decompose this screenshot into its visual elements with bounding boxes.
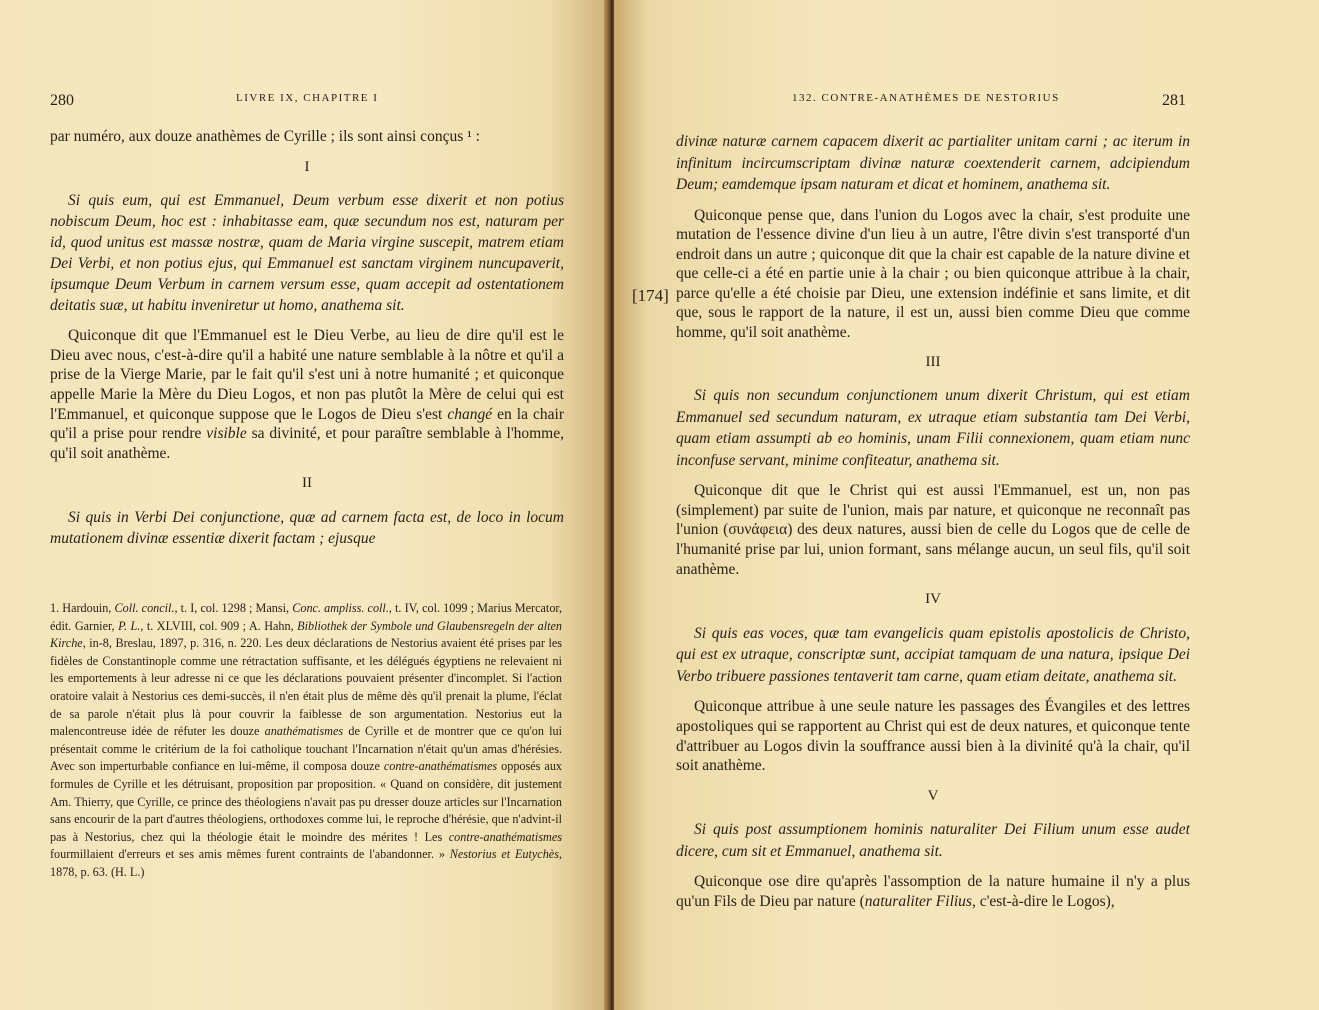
french-translation-2: Quiconque pense que, dans l'union du Logos avec la chair, s'est produite une mutation de l'essence divine d'un lieu à un autre, l'être divin s'est transporté d'un endroit dans un autre ; quiconque dit que la chair est capable de la nature divine et que celle-ci a été en partie unie à la chair ; ou bien quiconque attribue à la chair, parce qu'elle a été choisie par Dieu, une extension indéfinie et sans limite, et dit que, sous le rapport de la nature, il est un, aussi bien comme Dieu que comme homme, qu'il soit anathème. (676, 206, 1190, 342)
french-text: Quiconque ose dire qu'après l'assomption de la nature humaine il n'y a plus qu'un Fils de Dieu par nature ( (676, 873, 1190, 910)
french-translation-1 (50, 326, 564, 463)
fn-text: , t. I, col. 1298 ; Mansi, (174, 601, 290, 615)
french-text: Quiconque dit que le Christ qui est aussi l'Emmanuel, est un, non pas (simplement) par suite de l'union, mais par nature, et quiconque ne reconnaît pas l'union ( (676, 482, 1190, 539)
fn-text: , in-8, Breslau, 1897, p. 316, n. 220. Les deux déclarations de Nestorius avaient été prises par les fidèles de Constantinople comme une rétractation suffisante, et les délégués égyptiens ne relevaient ni les emportements à leur adresse ni ce que les déclarations pouvaient présenter d'incomplet. Si l'action oratoire valait à Nestorius ces demi-succès, il n'en était plus de même dès qu'il prenait la plume, l'éclat de sa parole n'était plus là pour couvrir la faiblesse de son argumentation. Nestorius eut la malencontreuse idée de réfuter les douze (50, 636, 562, 739)
greek-term: συνάφεια (728, 521, 788, 539)
fn-italic: Conc. ampliss. coll. (292, 601, 389, 615)
right-page (614, 0, 1319, 1010)
intro-paragraph: par numéro, aux douze anathèmes de Cyrille ; ils sont ainsi conçus ¹ : (50, 128, 480, 145)
latin-anathema-3: Si quis non secundum conjunctionem unum dixerit Christum, qui est etiam Emmanuel sed secundum naturam, ex utraque etiam substantia tam Dei Verbi, quam etiam assumpti ab eo hominis, unam Filii connexionem, quam etiam nunc inconfuse servant, minime confiteatur, anathema sit. (676, 387, 1190, 469)
french-translation-5 (676, 872, 1190, 911)
emphasis: naturaliter Filius (864, 892, 972, 910)
emphasis: changé (447, 405, 493, 423)
fn-italic: Nestorius et Eutychès (449, 847, 559, 862)
margin-marker: [174] (632, 286, 669, 305)
emphasis: visible (206, 425, 247, 443)
fn-italic: contre-anathématismes (383, 759, 498, 774)
running-head: 132. CONTRE-ANATHÈMES DE NESTORIUS (792, 92, 1060, 104)
latin-anathema-4: Si quis eas voces, quæ tam evangelicis quam epistolis apostolicis de Christo, qui est ex utraque, conscriptæ sunt, accipiat tamquam de una natura, ipsique Dei Verbo tribuere passiones tentaverit tam carne, quam etiam deitate, anathema sit. (676, 624, 1190, 685)
french-text: , c'est-à-dire le Logos), (971, 892, 1115, 910)
french-text: sa divinité, et pour paraître semblable à l'homme, qu'il soit anathème. (50, 425, 564, 462)
fn-italic: anathématismes (264, 724, 344, 739)
footnote-text (50, 600, 562, 882)
anathema-heading-5: V (927, 787, 939, 804)
fn-text: , 1878, p. 63. (H. L.) (50, 847, 562, 879)
anathema-heading-1: I (304, 158, 310, 175)
right-main-text (676, 131, 1190, 911)
latin-anathema-2-cont: divinæ naturæ carnem capacem dixerit ac partialiter unitam carni ; ac iterum in infinitum incircumscriptam divinæ naturæ coextenderit carnem, adcipiendum Deum; eamdemque ipsam naturam et dicat et hominem, anathema sit. (676, 133, 1190, 193)
anathema-heading-4: IV (925, 591, 941, 608)
fn-italic: Bibliothek der Symbole und Glaubensregeln der alten Kirche (50, 618, 563, 651)
french-translation-4: Quiconque attribue à une seule nature les passages des Évangiles et des lettres apostoliques qui se rapportent au Christ qui est de deux natures, et quiconque tente d'attribuer au Logos divin la souffrance aussi bien à la divinité qu'à la chair, qu'il soit anathème. (676, 698, 1190, 775)
anathema-heading-3: III (925, 353, 941, 370)
anathema-heading-2: II (302, 475, 312, 492)
latin-anathema-1: Si quis eum, qui est Emmanuel, Deum verbum esse dixerit et non potius nobiscum Deum, hoc est : inhabitasse eam, quæ secundum nos est, naturam per id, quod unitus est massæ nostræ, quam de Maria virgine suscepit, matrem etiam Dei Verbi, et non potius ejus, qui Emmanuel est sanctam virginem nuncupaverit, ipsumque Deum Verbum in carnem versum esse, quam accepit ad ostentationem deitatis suæ, ut habitu inveniretur ut homo, anathema sit. (50, 192, 564, 315)
running-head: LIVRE IX, CHAPITRE I (236, 92, 379, 104)
latin-anathema-5: Si quis post assumptionem hominis naturaliter Dei Filium unum esse audet dicere, cum sit et Emmanuel, anathema sit. (676, 821, 1190, 860)
page-number: 280 (50, 92, 74, 109)
fn-italic: P. L. (118, 618, 141, 633)
french-text: en la chair qu'il a prise pour rendre (50, 405, 565, 443)
french-translation-3 (676, 481, 1190, 579)
fn-italic: Coll. concil. (114, 601, 175, 615)
fn-text: fourmillaient d'erreurs et ses amis mêmes furent contraints de l'abandonner. » (50, 847, 445, 862)
latin-anathema-2-start: Si quis in Verbi Dei conjunctione, quæ ad carnem facta est, de loco in locum mutationem divinæ essentiæ dixerit factam ; ejusque (50, 508, 564, 547)
fn-text: 1. Hardouin, (50, 601, 112, 615)
fn-text: opposés aux formules de Cyrille et les détruisant, proposition par proposition. « Quand on considère, dit justement Am. Thierry, que Cyrille, ce prince des théologiens n'avait pas pu dresser douze articles sur l'Incarnation sans encourir de la part d'autres théologiens, orthodoxes comme lui, le reproche d'hérésie, que n'advint-il pas à Nestorius, chez qui la théologie était le moindre des mérites ! Les (50, 759, 563, 844)
left-main-text (50, 127, 564, 549)
french-text: ) des deux natures, aussi bien de celle du Logos que de celle de l'humanité prise par lui, union formant, sans mélange aucun, un seul fils, qu'il soit anathème. (676, 521, 1191, 578)
french-text: Quiconque dit que l'Emmanuel est le Dieu Verbe, au lieu de dire qu'il est le Dieu avec nous, c'est-à-dire qu'il a habité une nature semblable à la nôtre et qu'il a prise de la Vierge Marie, par le fait qu'il s'est uni à notre humanité ; et quiconque appelle Marie la Mère du Dieu Logos, et non pas plutôt la Mère de celui qui est l'Emmanuel, et quiconque suppose que le Logos de Dieu s'est (50, 327, 564, 423)
footnote (50, 600, 562, 882)
page-number: 281 (1162, 92, 1186, 109)
fn-italic: contre-anathématismes (448, 829, 563, 844)
fn-text: , t. IV, col. 1099 ; Marius Mercator, édit. Garnier, (50, 601, 563, 633)
left-page (0, 0, 610, 1010)
fn-text: , t. XLVIII, col. 909 ; A. Hahn, (140, 618, 294, 633)
fn-text: de Cyrille et de montrer que ce qu'on lui présentait comme le critérium de la foi catholique touchant l'Incarnation n'était qu'un amas d'hérésies. Avec son imperturbable confiance en lui-même, il composa douze (50, 724, 563, 774)
